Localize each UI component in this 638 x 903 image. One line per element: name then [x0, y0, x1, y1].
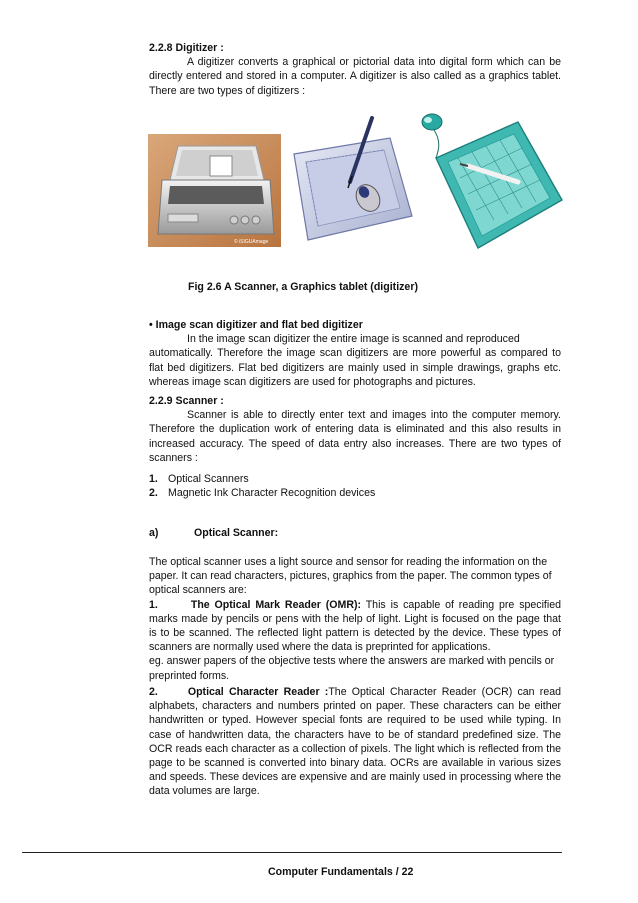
list-item: [149, 486, 561, 500]
omr-text: This is capable of reading pre specified marks made by pencils or pens with the help of light. Light is focused on the page that is to be scanned. The reflected light pattern is detected by the device. These types of scanners are normally used where the data is preprinted for applications.: [149, 598, 562, 654]
ocr-number: 2.: [149, 686, 158, 698]
section-letter: a): [149, 527, 159, 539]
image-scan-section: [149, 318, 561, 389]
list-text: Magnetic Ink Character Recognition devices: [168, 487, 376, 500]
figure-caption: Fig 2.6 A Scanner, a Graphics tablet (digitizer): [188, 281, 418, 293]
scanner-section: [149, 394, 561, 465]
list-number: 2.: [149, 487, 158, 500]
omr-number: 1.: [149, 598, 158, 611]
teal-digitizer-image: [414, 108, 564, 253]
scanner-image: [148, 134, 281, 247]
ocr-title: Optical Character Reader :: [187, 686, 329, 698]
graphics-tablet-image: [288, 116, 416, 249]
footer-divider: [22, 852, 562, 853]
optical-intro: The optical scanner uses a light source and sensor for reading the information on the paper. It can read characters, pictures, graphics from the paper. The common types of optical scanners are:: [149, 556, 552, 597]
image-scan-paragraph-2: automatically. Therefore the image scan digitizers are more powerful as compared to flat bed digitizers. Flat bed digitizers are mainly used in simple drawings, graphs etc. whereas image scan digitizers are used for photographs and pictures.: [149, 347, 561, 388]
list-number: 1.: [149, 473, 158, 485]
list-text: Optical Scanners: [168, 473, 249, 485]
optical-scanner-section: [149, 555, 561, 683]
ocr-section: [149, 685, 561, 799]
image-scan-heading: • Image scan digitizer and flat bed digitizer: [149, 319, 363, 331]
ocr-text: The Optical Character Reader (OCR) can read alphabets, characters and numbers printed on paper. These characters can be either handwritten or typed. However special fonts are required to be used while typing. In case of handwritten data, the characters have to be of standard predefined size. The OCR reads each character as a collection of pixels. The light which is reflected from the page to be scanned is converted into binary data. OCRs are available in various sizes and speeds. These devices are expensive and are mainly used in processing where the data volumes are large.: [149, 686, 561, 798]
image-scan-paragraph-1: In the image scan digitizer the entire image is scanned and reproduced: [187, 333, 520, 346]
list-item: [149, 472, 561, 486]
omr-example: eg. answer papers of the objective tests where the answers are marked with pencils or preprinted forms.: [149, 655, 555, 682]
optical-scanner-heading: [149, 526, 561, 540]
scanner-type-list: [149, 472, 561, 500]
ocr-paragraph: [149, 685, 561, 799]
digitizer-section: [149, 41, 561, 98]
watermark-text: © iSIGUAmage: [234, 239, 269, 245]
omr-title: The Optical Mark Reader (OMR):: [190, 598, 362, 611]
scanner-heading: 2.2.9 Scanner :: [149, 395, 224, 407]
section-title: Optical Scanner:: [194, 527, 279, 539]
digitizer-paragraph: A digitizer converts a graphical or pictorial data into digital form which can be directly entered and stored in a computer. A digitizer is also called as a graphics tablet. There are two types of digitizers :: [149, 56, 561, 97]
digitizer-heading: 2.2.8 Digitizer :: [149, 42, 224, 54]
omr-paragraph: [149, 598, 561, 655]
scanner-paragraph: Scanner is able to directly enter text and images into the computer memory. Therefore the duplication work of entering data is eliminated and this also results in increased accuracy. The speed of data entry also increases. There are two types of scanners :: [149, 409, 561, 464]
figure-images: [148, 108, 563, 253]
page-footer: Computer Fundamentals / 22: [268, 866, 414, 878]
